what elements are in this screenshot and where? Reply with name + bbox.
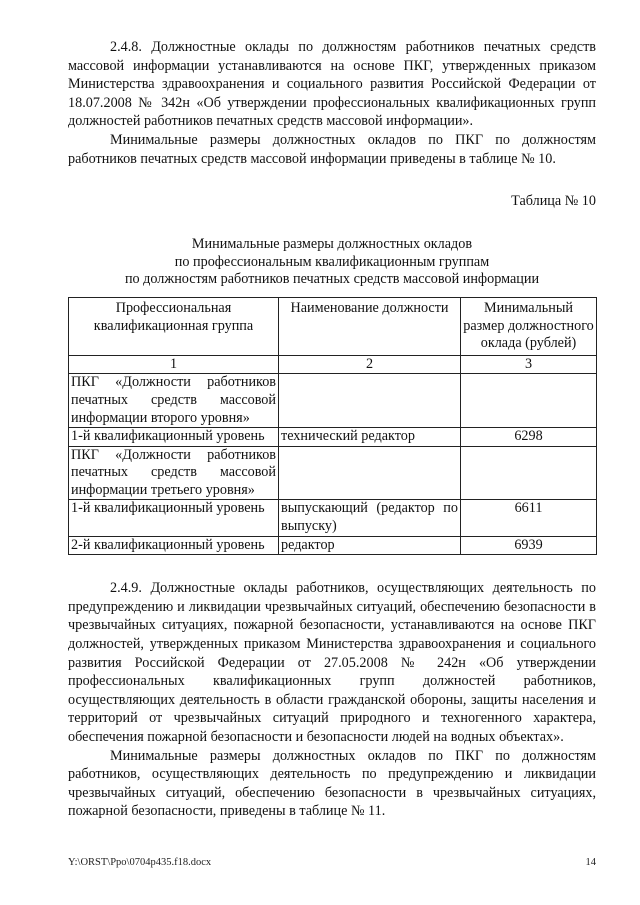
table-caption-line: по профессиональным квалификационным группам xyxy=(174,253,490,270)
cell-salary: 6939 xyxy=(461,536,597,555)
footer-file-path: Y:\ORST\Ppo\0704p435.f18.docx xyxy=(68,857,212,868)
salary-table xyxy=(68,297,597,555)
cell-group: 1-й квалификационный уровень xyxy=(69,500,279,536)
cell-position: технический редактор xyxy=(279,428,461,447)
table-row xyxy=(69,500,597,536)
column-number: 2 xyxy=(279,355,461,374)
table-row xyxy=(69,536,597,555)
cell-salary: 6611 xyxy=(461,500,597,536)
page-number: 14 xyxy=(585,857,596,868)
column-number: 3 xyxy=(461,355,597,374)
section-2-4-9 xyxy=(68,579,596,821)
table-row xyxy=(69,446,597,500)
section-2-4-8-paragraph: 2.4.8. Должностные оклады по должностям работников печатных средств массовой информации устанавливаются на основе ПКГ, утвержденных приказом Министерства здравоохранения и социального развития Российской Федерации от 18.07.2008 № 342н «Об утверждении профессиональных квалификационных групп должностей работников печатных средств массовой информации». xyxy=(68,39,596,130)
section-2-4-9-note: Минимальные размеры должностных окладов по ПКГ по должностям работников, осуществляющих деятельность по предупреждению и ликвидации чрезвычайных ситуаций, обеспечению безопасности в чрезвычайных ситуациях, пожарной безопасности, приведены в таблице № 11. xyxy=(68,747,596,820)
cell-position xyxy=(279,446,461,500)
table-number-label: Таблица № 10 xyxy=(511,193,596,210)
cell-salary xyxy=(461,446,597,500)
section-2-4-8-note: Минимальные размеры должностных окладов по ПКГ по должностям работников печатных средств массовой информации приведены в таблице № 10. xyxy=(68,131,596,167)
cell-position: выпускающий (редактор по выпуску) xyxy=(279,500,461,536)
cell-group: 2-й квалификационный уровень xyxy=(69,536,279,555)
table-header-row xyxy=(69,297,597,355)
table-column-numbers-row xyxy=(69,355,597,374)
cell-group: ПКГ «Должности работников печатных средств массовой информации третьего уровня» xyxy=(69,446,279,500)
cell-position: редактор xyxy=(279,536,461,555)
table-row xyxy=(69,428,597,447)
section-2-4-9-paragraph: 2.4.9. Должностные оклады работников, осуществляющих деятельность по предупреждению и ликвидации чрезвычайных ситуаций, обеспечению безопасности в чрезвычайных ситуациях, пожарной безопасности, устанавливаются на основе ПКГ должностей, утвержденных приказом Министерства здравоохранения и социального развития Российской Федерации от 27.05.2008 № 242н «Об утверждении профессиональных квалификационных групп должностей работников, осуществляющих деятельность в области гражданской обороны, защиты населения и территорий от чрезвычайных ситуаций природного и техногенного характера, обеспечения пожарной безопасности и безопасности людей на водных объектах». xyxy=(68,580,596,745)
header-group: Профессиональная квалификационная группа xyxy=(69,297,279,355)
column-number: 1 xyxy=(69,355,279,374)
table-caption xyxy=(68,236,596,289)
cell-salary: 6298 xyxy=(461,428,597,447)
header-salary: Минимальный размер должностного оклада (рублей) xyxy=(461,297,597,355)
table-caption-line: Минимальные размеры должностных окладов xyxy=(191,236,473,253)
cell-group: 1-й квалификационный уровень xyxy=(69,428,279,447)
cell-position xyxy=(279,374,461,428)
table-row xyxy=(69,374,597,428)
table-caption-line: по должностям работников печатных средств массовой информации xyxy=(124,271,540,288)
cell-group: ПКГ «Должности работников печатных средств массовой информации второго уровня» xyxy=(69,374,279,428)
cell-salary xyxy=(461,374,597,428)
document-page xyxy=(68,38,596,821)
header-position: Наименование должности xyxy=(279,297,461,355)
